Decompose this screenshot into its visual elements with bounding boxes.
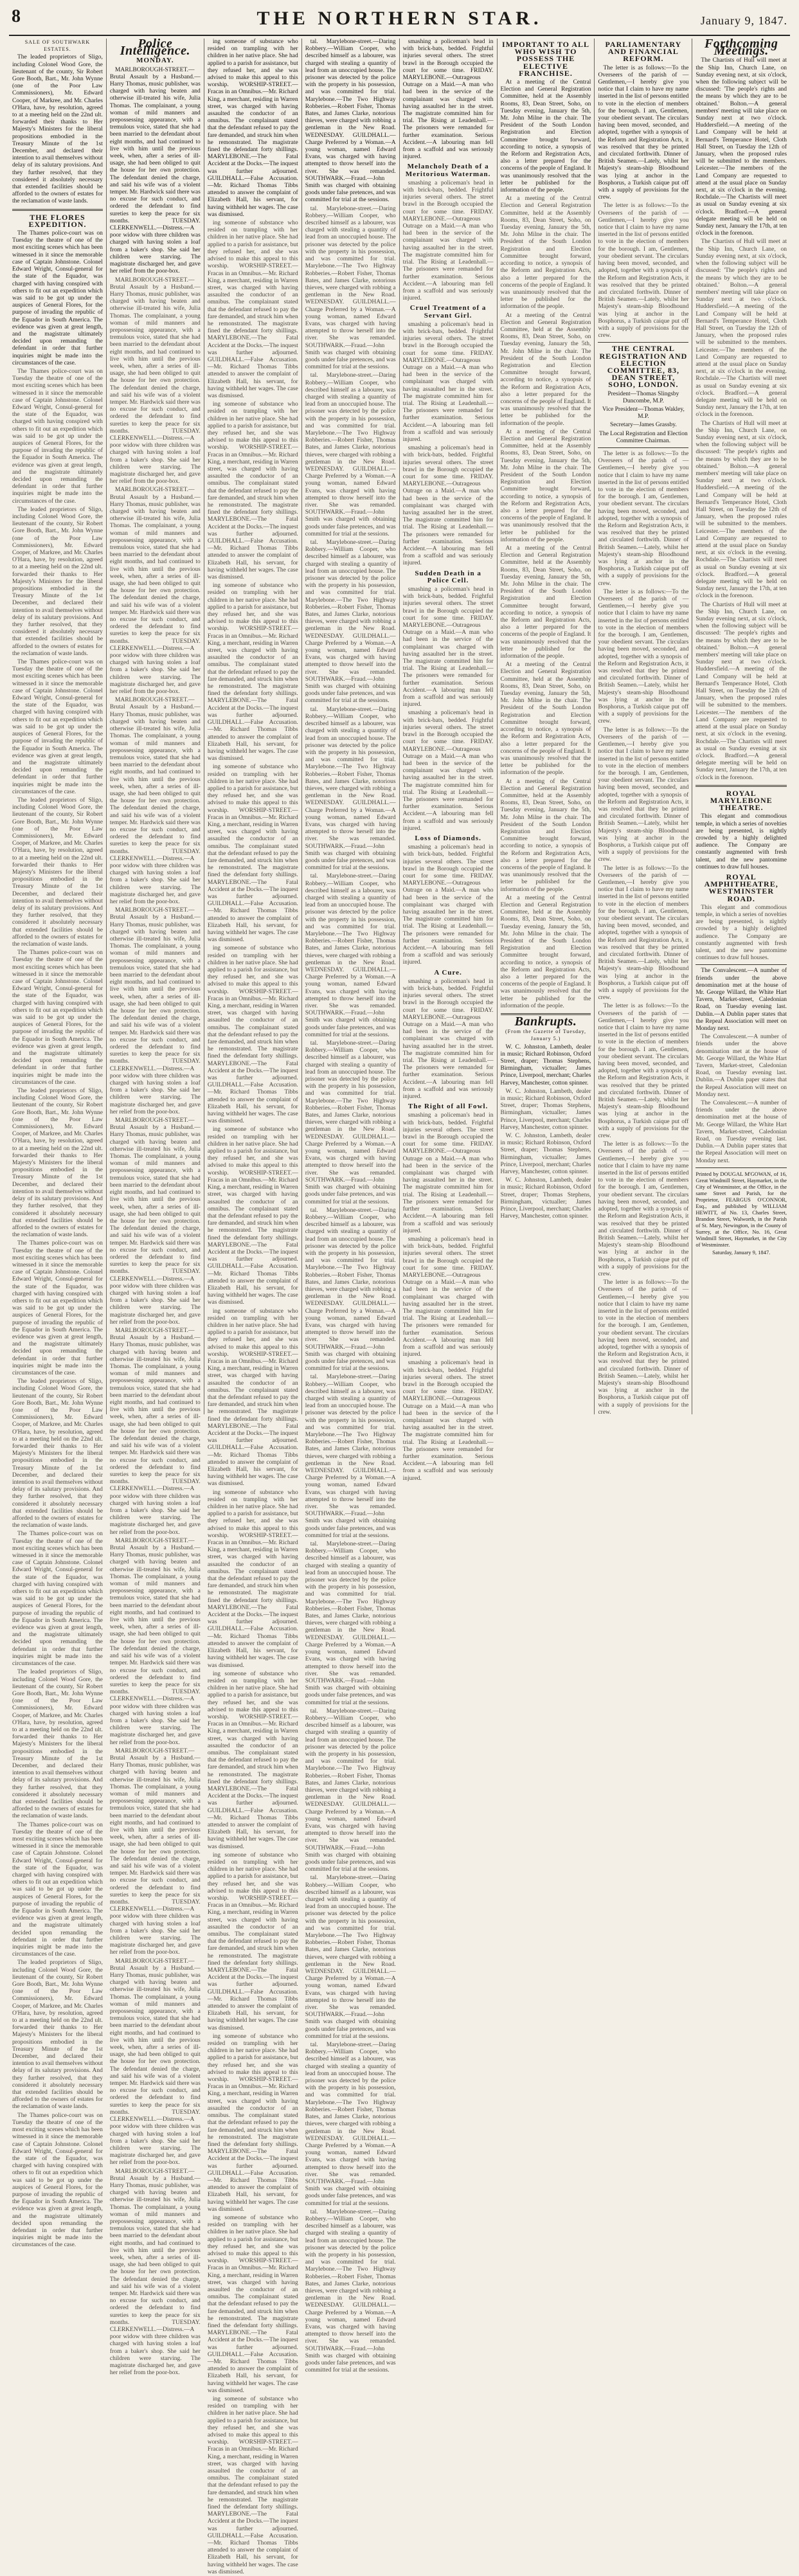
- monday-heading: MONDAY.: [136, 57, 174, 65]
- column-4-text-cont-9: tal. Marylebone-street.—Daring Robbery.—William Cooper, who described himself as a labourer, was charged with stealing a quantity of lead from an unoccupied house. The prisoner was detected by the police with the property in his possession, and was committed for trial. Marylebone.—The Two Highway Robberies.—Robert Fisher, Thomas Bates, and James Clarke, notorious thieves, were charged with robbing a gentleman in the New Road. WEDNESDAY. GUILDHALL.—Charge Preferred by a Woman.—A young woman, named Edward Evans, was charged with having attempted to throw herself into the river. She was remanded. SOUTHWARK.—Fraud.—John Smith was charged with obtaining goods under false pretences, and was committed for trial at the sessions.: [305, 1541, 396, 1706]
- flores-text-cont-9: The Thames police-court was on Tuesday the theatre of one of the most exciting scenes which has been witnessed in it since the memorable case of Captain Johnstone. Colonel Edward Wright, Consul-general for the state of the Equador, was charged with having conspired with others to fit out an expedition which was said to be got up under the auspices of General Flores, for the purpose of invading the republic of the Equador in South America. The evidence was given at great length, and the magistrate ultimately decided upon remanding the defendant in order that further inquiries might be made into the circumstances of the case.: [12, 1531, 103, 1668]
- bankrupts-text-cont: W. C. Johnston, Lambeth, dealer in music; Richard Robinson, Oxford Street, draper; Thomas Stephens, Birmingham, victualler; James Prince, Liverpool, merchant; Charles Harvey, Manchester, cotton spinner.: [500, 1088, 591, 1131]
- column-8: [692, 39, 790, 1414]
- column-3-text: ing someone of substance who resided on trampling with her children in her native place. She had applied to a parish for assistance, but they refused her, and she was advised to make this appeal to this worship. WORSHIP-STREET.—Fracas in an Omnibus.—Mr. Richard King, a merchant, residing in Warren street, was charged with having assaulted the conductor of an omnibus. The complainant stated that the defendant refused to pay the fare demanded, and struck him when he remonstrated. The magistrate fined the defendant forty shillings. MARYLEBONE.—The Fatal Accident at the Docks.—The inquest was further adjourned. GUILDHALL.—False Accusation.—Mr. Richard Thomas Tibbs attended to answer the complaint of Elizabeth Hall, his servant, for having withheld her wages. The case was dismissed.: [207, 39, 298, 218]
- column-3-text-cont-13: ing someone of substance who resided on trampling with her children in her native place. She had applied to a parish for assistance, but they refused her, and she was advised to make this appeal to this worship. WORSHIP-STREET.—Fracas in an Omnibus.—Mr. Richard King, a merchant, residing in Warren street, was charged with having assaulted the conductor of an omnibus. The complainant stated that the defendant refused to pay the fare demanded, and struck him when he remonstrated. The magistrate fined the defendant forty shillings. MARYLEBONE.—The Fatal Accident at the Docks.—The inquest was further adjourned. GUILDHALL.—False Accusation.—Mr. Richard Thomas Tibbs attended to answer the complaint of Elizabeth Hall, his servant, for having withheld her wages. The case was dismissed.: [207, 2396, 298, 2575]
- police-text-cont-9: MARLBOROUGH-STREET.—Brutal Assault by a Husband.—Harry Thomas, music publisher, was charged with having beaten and otherwise ill-treated his wife, Julia Thomas. The complainant, a young woman of mild manners and prepossessing appearance, with a tremulous voice, stated that she had been married to the defendant about eight months, and had continued to live with him until the previous week, when, after a series of ill-usage, she had been obliged to quit the house for her own protection. The defendant denied the charge, and said his wife was of a violent temper. Mr. Hardwick said there was no excuse for such conduct, and ordered the defendant to find sureties to keep the peace for six months. TUESDAY. CLERKENWELL.—Distress.—A poor widow with three children was charged with having stolen a loaf from a baker's shop. She said her children were starving. The magistrate discharged her, and gave her relief from the poor-box.: [109, 1958, 201, 2166]
- divider: [696, 964, 787, 965]
- column-4-text-cont-10: tal. Marylebone-street.—Daring Robbery.—William Cooper, who described himself as a labourer, was charged with stealing a quantity of lead from an unoccupied house. The prisoner was detected by the police with the property in his possession, and was committed for trial. Marylebone.—The Two Highway Robberies.—Robert Fisher, Thomas Bates, and James Clarke, notorious thieves, were charged with robbing a gentleman in the New Road. WEDNESDAY. GUILDHALL.—Charge Preferred by a Woman.—A young woman, named Edward Evans, was charged with having attempted to throw herself into the river. She was remanded. SOUTHWARK.—Fraud.—John Smith was charged with obtaining goods under false pretences, and was committed for trial at the sessions.: [305, 1707, 396, 1873]
- column-4: [302, 39, 400, 2374]
- column-4-text-cont-5: tal. Marylebone-street.—Daring Robbery.—William Cooper, who described himself as a labourer, was charged with stealing a quantity of lead from an unoccupied house. The prisoner was detected by the police with the property in his possession, and was committed for trial. Marylebone.—The Two Highway Robberies.—Robert Fisher, Thomas Bates, and James Clarke, notorious thieves, were charged with robbing a gentleman in the New Road. WEDNESDAY. GUILDHALL.—Charge Preferred by a Woman.—A young woman, named Edward Evans, was charged with having attempted to throw herself into the river. She was remanded. SOUTHWARK.—Fraud.—John Smith was charged with obtaining goods under false pretences, and was committed for trial at the sessions.: [305, 873, 396, 1038]
- column-7: [595, 39, 692, 1414]
- flores-text-cont-5: The Thames police-court was on Tuesday the theatre of one of the most exciting scenes which has been witnessed in it since the memorable case of Captain Johnstone. Colonel Edward Wright, Consul-general for the state of the Equador, was charged with having conspired with others to fit out an expedition which was said to be got up under the auspices of General Flores, for the purpose of invading the republic of the Equador in South America. The evidence was given at great length, and the magistrate ultimately decided upon remanding the defendant in order that further inquiries might be made into the circumstances of the case.: [12, 950, 103, 1086]
- misc-text-cont: The Convalescent.—A number of friends under the above denomination met at the house of Mr. George Willard, the White Hart Tavern, Market-street, Caledonian Road, on Tuesday evening last. Dublin.—A Dublin paper states that the Repeal Association will meet on Monday next.: [696, 1034, 787, 1098]
- reform-text-cont-3: The letter is as follows:—To the Overseers of the parish of — Gentlemen,—I hereby give you notice that I claim to have my name inserted in the list of persons entitled to vote in the election of members for the borough. I am, Gentlemen, your obedient servant. The circulars having been moved, seconded, and adopted, together with a synopsis of the Reform and Registration Acts, it was resolved that they be printed and circulated forthwith. Dinner of British Seamen.—Lately, whilst her Majesty's steam-ship Bloodhound was lying at anchor in the Bosphorus, a Turkish caique put off with a supply of provisions for the crew.: [598, 588, 689, 725]
- column-6: [498, 39, 595, 1414]
- subhead-1: Melancholy Death of a Meritorious Waterman.: [405, 163, 491, 178]
- franchise-text-cont-4: At a meeting of the Central Election and General Registration Committee, held at the Assembly Rooms, 83, Dean Street, Soho, on Tuesday evening, January the 5th, Mr. John Milne in the chair. The President of the South London Registration and Election Committee brought forward, according to notice, a synopsis of the Reform and Registration Acts, also a letter prepared for the concerns of the people of England. It was unanimously resolved that the letter be published for the information of the people.: [500, 545, 591, 660]
- committee-vice-president: Vice President—Thomas Wakley, M.P.: [602, 406, 685, 420]
- column-4-text-cont-4: tal. Marylebone-street.—Daring Robbery.—William Cooper, who described himself as a labourer, was charged with stealing a quantity of lead from an unoccupied house. The prisoner was detected by the police with the property in his possession, and was committed for trial. Marylebone.—The Two Highway Robberies.—Robert Fisher, Thomas Bates, and James Clarke, notorious thieves, were charged with robbing a gentleman in the New Road. WEDNESDAY. GUILDHALL.—Charge Preferred by a Woman.—A young woman, named Edward Evans, was charged with having attempted to throw herself into the river. She was remanded. SOUTHWARK.—Fraud.—John Smith was charged with obtaining goods under false pretences, and was committed for trial at the sessions.: [305, 706, 396, 872]
- forthcoming-meetings-heading: Forthcoming Meetings.: [704, 37, 778, 59]
- column-3-text-cont-4: ing someone of substance who resided on trampling with her children in her native place. She had applied to a parish for assistance, but they refused her, and she was advised to make this appeal to this worship. WORSHIP-STREET.—Fracas in an Omnibus.—Mr. Richard King, a merchant, residing in Warren street, was charged with having assaulted the conductor of an omnibus. The complainant stated that the defendant refused to pay the fare demanded, and struck him when he remonstrated. The magistrate fined the defendant forty shillings. MARYLEBONE.—The Fatal Accident at the Docks.—The inquest was further adjourned. GUILDHALL.—False Accusation.—Mr. Richard Thomas Tibbs attended to answer the complaint of Elizabeth Hall, his servant, for having withheld her wages. The case was dismissed.: [207, 764, 298, 944]
- column-4-text-cont-12: tal. Marylebone-street.—Daring Robbery.—William Cooper, who described himself as a labourer, was charged with stealing a quantity of lead from an unoccupied house. The prisoner was detected by the police with the property in his possession, and was committed for trial. Marylebone.—The Two Highway Robberies.—Robert Fisher, Thomas Bates, and James Clarke, notorious thieves, were charged with robbing a gentleman in the New Road. WEDNESDAY. GUILDHALL.—Charge Preferred by a Woman.—A young woman, named Edward Evans, was charged with having attempted to throw herself into the river. She was remanded. SOUTHWARK.—Fraud.—John Smith was charged with obtaining goods under false pretences, and was committed for trial at the sessions.: [305, 2042, 396, 2207]
- bankrupts-subheading: (From the Gazette of Tuesday, January 5.): [505, 1029, 586, 1042]
- column-4-text-cont-6: tal. Marylebone-street.—Daring Robbery.—William Cooper, who described himself as a labourer, was charged with stealing a quantity of lead from an unoccupied house. The prisoner was detected by the police with the property in his possession, and was committed for trial. Marylebone.—The Two Highway Robberies.—Robert Fisher, Thomas Bates, and James Clarke, notorious thieves, were charged with robbing a gentleman in the New Road. WEDNESDAY. GUILDHALL.—Charge Preferred by a Woman.—A young woman, named Edward Evans, was charged with having attempted to throw herself into the river. She was remanded. SOUTHWARK.—Fraud.—John Smith was charged with obtaining goods under false pretences, and was committed for trial at the sessions.: [305, 1040, 396, 1205]
- column-1: [9, 39, 107, 2249]
- column-5-text-cont: smashing a policeman's head in with brick-bats, bedded. Frightful injuries several others. The street brawl in the Borough occupied the court for some time. FRIDAY. MARYLEBONE.—Outrageous Outrage on a Maid.—A man who had been in the service of the complainant was charged with having assaulted her in the street. The magistrate committed him for trial. The Rising at Leadenhall.—The prisoners were remanded for further examination. Serious Accident.—A labouring man fell from a scaffold and was seriously injured.: [402, 179, 494, 302]
- committee-secretary: Secretary—James Grassby.: [609, 422, 677, 429]
- column-5-text-cont-9: smashing a policeman's head in with brick-bats, bedded. Frightful injuries several others. The street brawl in the Borough occupied the court for some time. FRIDAY. MARYLEBONE.—Outrageous Outrage on a Maid.—A man who had been in the service of the complainant was charged with having assaulted her in the street. The magistrate committed him for trial. The Rising at Leadenhall.—The prisoners were remanded for further examination. Serious Accident.—A labouring man fell from a scaffold and was seriously injured.: [402, 1236, 494, 1358]
- columns: [9, 37, 790, 2575]
- franchise-text-cont-5: At a meeting of the Central Election and General Registration Committee, held at the Assembly Rooms, 83, Dean Street, Soho, on Tuesday evening, January the 5th, Mr. John Milne in the chair. The President of the South London Registration and Election Committee brought forward, according to notice, a synopsis of the Reform and Registration Acts, also a letter prepared for the concerns of the people of England. It was unanimously resolved that the letter be published for the information of the people.: [500, 662, 591, 777]
- police-text: MARLBOROUGH-STREET.—Brutal Assault by a Husband.—Harry Thomas, music publisher, was charged with having beaten and otherwise ill-treated his wife, Julia Thomas. The complainant, a young woman of mild manners and prepossessing appearance, with a tremulous voice, stated that she had been married to the defendant about eight months, and had continued to live with him until the previous week, when, after a series of ill-usage, she had been obliged to quit the house for her own protection. The defendant denied the charge, and said his wife was of a violent temper. Mr. Hardwick said there was no excuse for such conduct, and ordered the defendant to find sureties to keep the peace for six months. TUESDAY. CLERKENWELL.—Distress.—A poor widow with three children was charged with having stolen a loaf from a baker's shop. She said her children were starving. The magistrate discharged her, and gave her relief from the poor-box.: [109, 66, 201, 275]
- reform-text: The letter is as follows:—To the Overseers of the parish of — Gentlemen,—I hereby give you notice that I claim to have my name inserted in the list of persons entitled to vote in the election of members for the borough. I am, Gentlemen, your obedient servant. The circulars having been moved, seconded, and adopted, together with a synopsis of the Reform and Registration Acts, it was resolved that they be printed and circulated forthwith. Dinner of British Seamen.—Lately, whilst her Majesty's steam-ship Bloodhound was lying at anchor in the Bosphorus, a Turkish caique put off with a supply of provisions for the crew.: [598, 64, 689, 201]
- column-4-text-cont-13: tal. Marylebone-street.—Daring Robbery.—William Cooper, who described himself as a labourer, was charged with stealing a quantity of lead from an unoccupied house. The prisoner was detected by the police with the property in his possession, and was committed for trial. Marylebone.—The Two Highway Robberies.—Robert Fisher, Thomas Bates, and James Clarke, notorious thieves, were charged with robbing a gentleman in the New Road. WEDNESDAY. GUILDHALL.—Charge Preferred by a Woman.—A young woman, named Edward Evans, was charged with having attempted to throw herself into the river. She was remanded. SOUTHWARK.—Fraud.—John Smith was charged with obtaining goods under false pretences, and was committed for trial at the sessions.: [305, 2208, 396, 2374]
- franchise-text-cont-6: At a meeting of the Central Election and General Registration Committee, held at the Assembly Rooms, 83, Dean Street, Soho, on Tuesday evening, January the 5th, Mr. John Milne in the chair. The President of the South London Registration and Election Committee brought forward, according to notice, a synopsis of the Reform and Registration Acts, also a letter prepared for the concerns of the people of England. It was unanimously resolved that the letter be published for the information of the people.: [500, 778, 591, 893]
- amphitheatre-heading: ROYAL AMPHITHEATRE, WESTMINSTER ROAD.: [704, 872, 778, 903]
- misc-text: The Convalescent.—A number of friends under the above denomination met at the house of Mr. George Willard, the White Hart Tavern, Market-street, Caledonian Road, on Tuesday evening last. Dublin.—A Dublin paper states that the Repeal Association will meet on Monday next.: [696, 968, 787, 1032]
- column-3-text-cont-5: ing someone of substance who resided on trampling with her children in her native place. She had applied to a parish for assistance, but they refused her, and she was advised to make this appeal to this worship. WORSHIP-STREET.—Fracas in an Omnibus.—Mr. Richard King, a merchant, residing in Warren street, was charged with having assaulted the conductor of an omnibus. The complainant stated that the defendant refused to pay the fare demanded, and struck him when he remonstrated. The magistrate fined the defendant forty shillings. MARYLEBONE.—The Fatal Accident at the Docks.—The inquest was further adjourned. GUILDHALL.—False Accusation.—Mr. Richard Thomas Tibbs attended to answer the complaint of Elizabeth Hall, his servant, for having withheld her wages. The case was dismissed.: [207, 945, 298, 1125]
- police-text-cont-8: MARLBOROUGH-STREET.—Brutal Assault by a Husband.—Harry Thomas, music publisher, was charged with having beaten and otherwise ill-treated his wife, Julia Thomas. The complainant, a young woman of mild manners and prepossessing appearance, with a tremulous voice, stated that she had been married to the defendant about eight months, and had continued to live with him until the previous week, when, after a series of ill-usage, she had been obliged to quit the house for her own protection. The defendant denied the charge, and said his wife was of a violent temper. Mr. Hardwick said there was no excuse for such conduct, and ordered the defendant to find sureties to keep the peace for six months. TUESDAY. CLERKENWELL.—Distress.—A poor widow with three children was charged with having stolen a loaf from a baker's shop. She said her children were starving. The magistrate discharged her, and gave her relief from the poor-box.: [109, 1747, 201, 1956]
- column-4-text-cont-11: tal. Marylebone-street.—Daring Robbery.—William Cooper, who described himself as a labourer, was charged with stealing a quantity of lead from an unoccupied house. The prisoner was detected by the police with the property in his possession, and was committed for trial. Marylebone.—The Two Highway Robberies.—Robert Fisher, Thomas Bates, and James Clarke, notorious thieves, were charged with robbing a gentleman in the New Road. WEDNESDAY. GUILDHALL.—Charge Preferred by a Woman.—A young woman, named Edward Evans, was charged with having attempted to throw herself into the river. She was remanded. SOUTHWARK.—Fraud.—John Smith was charged with obtaining goods under false pretences, and was committed for trial at the sessions.: [305, 1875, 396, 2040]
- printer-imprint: Printed by DOUGAL M'GOWAN, of 16, Great Windmill Street, Haymarket, in the City of Westminster, at the Office, in the same Street and Parish, for the Proprietor, FEARGUS O'CONNOR, Esq., and published by WILLIAM HEWITT, of No. 13, Charles Street, Brandon Street, Walworth, in the Parish of St. Mary, Newington, in the County of Surrey, at the Office, No. 16, Great Windmill Street, Haymarket, in the City of Westminster.: [696, 1170, 787, 1248]
- flores-text-cont-8: The leaded proprietors of Sligo, including Colonel Wood Gore, the lieutenant of the county, Sir Robert Gore Booth, Bart., Mr. John Wynne (one of the Poor Law Commissioners), Mr. Edward Cooper, of Markree, and Mr. Charles O'Hara, have, by resolution, agreed to at a meeting held on the 22nd ult. forwarded their thanks to Her Majesty's Ministers for the liberal propositions embodied in the Treasury Minute of the 1st December, and declared their intention to avail themselves without delay of its salutary provisions. And they further resolved, that they considered it absolutely necessary that extended facilities should be afforded to the owners of estates for the reclamation of waste lands.: [12, 1378, 103, 1529]
- page-number: 8: [12, 6, 21, 26]
- flores-text-cont-4: The leaded proprietors of Sligo, including Colonel Wood Gore, the lieutenant of the county, Sir Robert Gore Booth, Bart., Mr. John Wynne (one of the Poor Law Commissioners), Mr. Edward Cooper, of Markree, and Mr. Charles O'Hara, have, by resolution, agreed to at a meeting held on the 22nd ult. forwarded their thanks to Her Majesty's Ministers for the liberal propositions embodied in the Treasury Minute of the 1st December, and declared their intention to avail themselves without delay of its salutary provisions. And they further resolved, that they considered it absolutely necessary that extended facilities should be afforded to the owners of estates for the reclamation of waste lands.: [12, 797, 103, 948]
- column-2: [107, 37, 204, 2377]
- imprint-date: Saturday, January 9, 1847.: [712, 1248, 771, 1256]
- police-text-cont-5: MARLBOROUGH-STREET.—Brutal Assault by a Husband.—Harry Thomas, music publisher, was charged with having beaten and otherwise ill-treated his wife, Julia Thomas. The complainant, a young woman of mild manners and prepossessing appearance, with a tremulous voice, stated that she had been married to the defendant about eight months, and had continued to live with him until the previous week, when, after a series of ill-usage, she had been obliged to quit the house for her own protection. The defendant denied the charge, and said his wife was of a violent temper. Mr. Hardwick said there was no excuse for such conduct, and ordered the defendant to find sureties to keep the peace for six months. TUESDAY. CLERKENWELL.—Distress.—A poor widow with three children was charged with having stolen a loaf from a baker's shop. She said her children were starving. The magistrate discharged her, and gave her relief from the poor-box.: [109, 1117, 201, 1326]
- meetings-text-cont-3: The Chartists of Hull will meet at the Ship Inn, Church Lane, on Sunday evening next, at six o'clock, when the following subject will be discussed: 'The people's rights and the means by which they are to be obtained.' Bolton.—A general members' meeting will take place on Sunday next at two o'clock. Huddersfield.—A meeting of the Land Company will be held at Bernard's Temperance Hotel, Cloth Hall Street, on Tuesday the 12th of January, when the proposed rules will be submitted to the members. Leicester.—The members of the Land Company are requested to attend at the usual place on Sunday next, at six o'clock in the evening. Rochdale.—The Chartists will meet as usual on Sunday evening at six o'clock. Bradford.—A general delegate meeting will be held on Sunday next, January the 17th, at ten o'clock in the forenoon.: [696, 601, 787, 781]
- column-5-text: smashing a policeman's head in with brick-bats, bedded. Frightful injuries several others. The street brawl in the Borough occupied the court for some time. FRIDAY. MARYLEBONE.—Outrageous Outrage on a Maid.—A man who had been in the service of the complainant was charged with having assaulted her in the street. The magistrate committed him for trial. The Rising at Leadenhall.—The prisoners were remanded for further examination. Serious Accident.—A labouring man fell from a scaffold and was seriously injured.: [402, 39, 494, 161]
- theatre-heading: ROYAL MARYLEBONE THEATRE.: [710, 788, 773, 813]
- theatre-text: This elegant and commodious temple, in which a series of novelties are being presented, is nightly crowded by a highly delighted audience. The Company are constantly augmented with fresh talent, and the new pantomime continues to draw full houses.: [696, 813, 787, 870]
- police-text-cont-10: MARLBOROUGH-STREET.—Brutal Assault by a Husband.—Harry Thomas, music publisher, was charged with having beaten and otherwise ill-treated his wife, Julia Thomas. The complainant, a young woman of mild manners and prepossessing appearance, with a tremulous voice, stated that she had been married to the defendant about eight months, and had continued to live with him until the previous week, when, after a series of ill-usage, she had been obliged to quit the house for her own protection. The defendant denied the charge, and said his wife was of a violent temper. Mr. Hardwick said there was no excuse for such conduct, and ordered the defendant to find sureties to keep the peace for six months. TUESDAY. CLERKENWELL.—Distress.—A poor widow with three children was charged with having stolen a loaf from a baker's shop. She said her children were starving. The magistrate discharged her, and gave her relief from the poor-box.: [109, 2168, 201, 2377]
- column-5-text-cont-8: smashing a policeman's head in with brick-bats, bedded. Frightful injuries several others. The street brawl in the Borough occupied the court for some time. FRIDAY. MARYLEBONE.—Outrageous Outrage on a Maid.—A man who had been in the service of the complainant was charged with having assaulted her in the street. The magistrate committed him for trial. The Rising at Leadenhall.—The prisoners were remanded for further examination. Serious Accident.—A labouring man fell from a scaffold and was seriously injured.: [402, 1112, 494, 1234]
- theatre-text-cont: This elegant and commodious temple, in which a series of novelties are being presented, is nightly crowded by a highly delighted audience. The Company are constantly augmented with fresh talent, and the new pantomime continues to draw full houses.: [696, 904, 787, 962]
- column-3-text-cont-9: ing someone of substance who resided on trampling with her children in her native place. She had applied to a parish for assistance, but they refused her, and she was advised to make this appeal to this worship. WORSHIP-STREET.—Fracas in an Omnibus.—Mr. Richard King, a merchant, residing in Warren street, was charged with having assaulted the conductor of an omnibus. The complainant stated that the defendant refused to pay the fare demanded, and struck him when he remonstrated. The magistrate fined the defendant forty shillings. MARYLEBONE.—The Fatal Accident at the Docks.—The inquest was further adjourned. GUILDHALL.—False Accusation.—Mr. Richard Thomas Tibbs attended to answer the complaint of Elizabeth Hall, his servant, for having withheld her wages. The case was dismissed.: [207, 1670, 298, 1850]
- column-4-text-cont-8: tal. Marylebone-street.—Daring Robbery.—William Cooper, who described himself as a labourer, was charged with stealing a quantity of lead from an unoccupied house. The prisoner was detected by the police with the property in his possession, and was committed for trial. Marylebone.—The Two Highway Robberies.—Robert Fisher, Thomas Bates, and James Clarke, notorious thieves, were charged with robbing a gentleman in the New Road. WEDNESDAY. GUILDHALL.—Charge Preferred by a Woman.—A young woman, named Edward Evans, was charged with having attempted to throw herself into the river. She was remanded. SOUTHWARK.—Fraud.—John Smith was charged with obtaining goods under false pretences, and was committed for trial at the sessions.: [305, 1374, 396, 1539]
- column-3-text-cont-6: ing someone of substance who resided on trampling with her children in her native place. She had applied to a parish for assistance, but they refused her, and she was advised to make this appeal to this worship. WORSHIP-STREET.—Fracas in an Omnibus.—Mr. Richard King, a merchant, residing in Warren street, was charged with having assaulted the conductor of an omnibus. The complainant stated that the defendant refused to pay the fare demanded, and struck him when he remonstrated. The magistrate fined the defendant forty shillings. MARYLEBONE.—The Fatal Accident at the Docks.—The inquest was further adjourned. GUILDHALL.—False Accusation.—Mr. Richard Thomas Tibbs attended to answer the complaint of Elizabeth Hall, his servant, for having withheld her wages. The case was dismissed.: [207, 1126, 298, 1306]
- column-3-text-cont-3: ing someone of substance who resided on trampling with her children in her native place. She had applied to a parish for assistance, but they refused her, and she was advised to make this appeal to this worship. WORSHIP-STREET.—Fracas in an Omnibus.—Mr. Richard King, a merchant, residing in Warren street, was charged with having assaulted the conductor of an omnibus. The complainant stated that the defendant refused to pay the fare demanded, and struck him when he remonstrated. The magistrate fined the defendant forty shillings. MARYLEBONE.—The Fatal Accident at the Docks.—The inquest was further adjourned. GUILDHALL.—False Accusation.—Mr. Richard Thomas Tibbs attended to answer the complaint of Elizabeth Hall, his servant, for having withheld her wages. The case was dismissed.: [207, 582, 298, 762]
- franchise-text-cont-7: At a meeting of the Central Election and General Registration Committee, held at the Assembly Rooms, 83, Dean Street, Soho, on Tuesday evening, January the 5th, Mr. John Milne in the chair. The President of the South London Registration and Election Committee brought forward, according to notice, a synopsis of the Reform and Registration Acts, also a letter prepared for the concerns of the people of England. It was unanimously resolved that the letter be published for the information of the people.: [500, 894, 591, 1009]
- reform-heading: PARLIAMENTARY AND FINANCIAL REFORM.: [605, 40, 682, 64]
- flores-text-cont-6: The leaded proprietors of Sligo, including Colonel Wood Gore, the lieutenant of the county, Sir Robert Gore Booth, Bart., Mr. John Wynne (one of the Poor Law Commissioners), Mr. Edward Cooper, of Markree, and Mr. Charles O'Hara, have, by resolution, agreed to at a meeting held on the 22nd ult. forwarded their thanks to Her Majesty's Ministers for the liberal propositions embodied in the Treasury Minute of the 1st December, and declared their intention to avail themselves without delay of its salutary provisions. And they further resolved, that they considered it absolutely necessary that extended facilities should be afforded to the owners of estates for the reclamation of waste lands.: [12, 1088, 103, 1239]
- column-4-text-cont-7: tal. Marylebone-street.—Daring Robbery.—William Cooper, who described himself as a labourer, was charged with stealing a quantity of lead from an unoccupied house. The prisoner was detected by the police with the property in his possession, and was committed for trial. Marylebone.—The Two Highway Robberies.—Robert Fisher, Thomas Bates, and James Clarke, notorious thieves, were charged with robbing a gentleman in the New Road. WEDNESDAY. GUILDHALL.—Charge Preferred by a Woman.—A young woman, named Edward Evans, was charged with having attempted to throw herself into the river. She was remanded. SOUTHWARK.—Fraud.—John Smith was charged with obtaining goods under false pretences, and was committed for trial at the sessions.: [305, 1207, 396, 1373]
- column-3-text-cont-7: ing someone of substance who resided on trampling with her children in her native place. She had applied to a parish for assistance, but they refused her, and she was advised to make this appeal to this worship. WORSHIP-STREET.—Fracas in an Omnibus.—Mr. Richard King, a merchant, residing in Warren street, was charged with having assaulted the conductor of an omnibus. The complainant stated that the defendant refused to pay the fare demanded, and struck him when he remonstrated. The magistrate fined the defendant forty shillings. MARYLEBONE.—The Fatal Accident at the Docks.—The inquest was further adjourned. GUILDHALL.—False Accusation.—Mr. Richard Thomas Tibbs attended to answer the complaint of Elizabeth Hall, his servant, for having withheld her wages. The case was dismissed.: [207, 1308, 298, 1488]
- column-5-text-cont-3: smashing a policeman's head in with brick-bats, bedded. Frightful injuries several others. The street brawl in the Borough occupied the court for some time. FRIDAY. MARYLEBONE.—Outrageous Outrage on a Maid.—A man who had been in the service of the complainant was charged with having assaulted her in the street. The magistrate committed him for trial. The Rising at Leadenhall.—The prisoners were remanded for further examination. Serious Accident.—A labouring man fell from a scaffold and was seriously injured.: [402, 445, 494, 567]
- bankrupts-text: W. C. Johnston, Lambeth, dealer in music; Richard Robinson, Oxford Street, draper; Thomas Stephens, Birmingham, victualler; James Prince, Liverpool, merchant; Charles Harvey, Manchester, cotton spinner.: [500, 1043, 591, 1086]
- subhead-5: A Cure.: [434, 968, 462, 977]
- franchise-text-cont-3: At a meeting of the Central Election and General Registration Committee, held at the Assembly Rooms, 83, Dean Street, Soho, on Tuesday evening, January the 5th, Mr. John Milne in the chair. The President of the South London Registration and Election Committee brought forward, according to notice, a synopsis of the Reform and Registration Acts, also a letter prepared for the concerns of the people of England. It was unanimously resolved that the letter be published for the information of the people.: [500, 428, 591, 543]
- police-text-cont-3: MARLBOROUGH-STREET.—Brutal Assault by a Husband.—Harry Thomas, music publisher, was charged with having beaten and otherwise ill-treated his wife, Julia Thomas. The complainant, a young woman of mild manners and prepossessing appearance, with a tremulous voice, stated that she had been married to the defendant about eight months, and had continued to live with him until the previous week, when, after a series of ill-usage, she had been obliged to quit the house for her own protection. The defendant denied the charge, and said his wife was of a violent temper. Mr. Hardwick said there was no excuse for such conduct, and ordered the defendant to find sureties to keep the peace for six months. TUESDAY. CLERKENWELL.—Distress.—A poor widow with three children was charged with having stolen a loaf from a baker's shop. She said her children were starving. The magistrate discharged her, and gave her relief from the poor-box.: [109, 697, 201, 905]
- flores-text-cont-12: The leaded proprietors of Sligo, including Colonel Wood Gore, the lieutenant of the county, Sir Robert Gore Booth, Bart., Mr. John Wynne (one of the Poor Law Commissioners), Mr. Edward Cooper, of Markree, and Mr. Charles O'Hara, have, by resolution, agreed to at a meeting held on the 22nd ult. forwarded their thanks to Her Majesty's Ministers for the liberal propositions embodied in the Treasury Minute of the 1st December, and declared their intention to avail themselves without delay of its salutary provisions. And they further resolved, that they considered it absolutely necessary that extended facilities should be afforded to the owners of estates for the reclamation of waste lands.: [12, 1959, 103, 2111]
- divider: [598, 447, 688, 448]
- column-3-text-cont-8: ing someone of substance who resided on trampling with her children in her native place. She had applied to a parish for assistance, but they refused her, and she was advised to make this appeal to this worship. WORSHIP-STREET.—Fracas in an Omnibus.—Mr. Richard King, a merchant, residing in Warren street, was charged with having assaulted the conductor of an omnibus. The complainant stated that the defendant refused to pay the fare demanded, and struck him when he remonstrated. The magistrate fined the defendant forty shillings. MARYLEBONE.—The Fatal Accident at the Docks.—The inquest was further adjourned. GUILDHALL.—False Accusation.—Mr. Richard Thomas Tibbs attended to answer the complaint of Elizabeth Hall, his servant, for having withheld her wages. The case was dismissed.: [207, 1489, 298, 1669]
- committee-heading: THE CENTRAL REGISTRATION AND ELECTION COMMITTEE, 83, DEAN STREET, SOHO, LONDON.: [599, 344, 688, 390]
- committee-president: President—Thomas Slingsby Duncombe, M.P.: [607, 390, 679, 404]
- column-1-text: The leaded proprietors of Sligo, including Colonel Wood Gore, the lieutenant of the county, Sir Robert Gore Booth, Bart., Mr. John Wynne (one of the Poor Law Commissioners), Mr. Edward Cooper, of Markree, and Mr. Charles O'Hara, have, by resolution, agreed to at a meeting held on the 22nd ult. forwarded their thanks to Her Majesty's Ministers for the liberal propositions embodied in the Treasury Minute of the 1st December, and declared their intention to avail themselves without delay of its salutary provisions. And they further resolved, that they considered it absolutely necessary that extended facilities should be afforded to the owners of estates for the reclamation of waste lands.: [12, 54, 103, 205]
- police-text-cont-6: MARLBOROUGH-STREET.—Brutal Assault by a Husband.—Harry Thomas, music publisher, was charged with having beaten and otherwise ill-treated his wife, Julia Thomas. The complainant, a young woman of mild manners and prepossessing appearance, with a tremulous voice, stated that she had been married to the defendant about eight months, and had continued to live with him until the previous week, when, after a series of ill-usage, she had been obliged to quit the house for her own protection. The defendant denied the charge, and said his wife was of a violent temper. Mr. Hardwick said there was no excuse for such conduct, and ordered the defendant to find sureties to keep the peace for six months. TUESDAY. CLERKENWELL.—Distress.—A poor widow with three children was charged with having stolen a loaf from a baker's shop. She said her children were starving. The magistrate discharged her, and gave her relief from the poor-box.: [109, 1327, 201, 1536]
- column-3-text-cont-10: ing someone of substance who resided on trampling with her children in her native place. She had applied to a parish for assistance, but they refused her, and she was advised to make this appeal to this worship. WORSHIP-STREET.—Fracas in an Omnibus.—Mr. Richard King, a merchant, residing in Warren street, was charged with having assaulted the conductor of an omnibus. The complainant stated that the defendant refused to pay the fare demanded, and struck him when he remonstrated. The magistrate fined the defendant forty shillings. MARYLEBONE.—The Fatal Accident at the Docks.—The inquest was further adjourned. GUILDHALL.—False Accusation.—Mr. Richard Thomas Tibbs attended to answer the complaint of Elizabeth Hall, his servant, for having withheld her wages. The case was dismissed.: [207, 1851, 298, 2031]
- flores-text-cont-3: The Thames police-court was on Tuesday the theatre of one of the most exciting scenes which has been witnessed in it since the memorable case of Captain Johnstone. Colonel Edward Wright, Consul-general for the state of the Equador, was charged with having conspired with others to fit out an expedition which was said to be got up under the auspices of General Flores, for the purpose of invading the republic of the Equador in South America. The evidence was given at great length, and the magistrate ultimately decided upon remanding the defendant in order that further inquiries might be made into the circumstances of the case.: [12, 659, 103, 795]
- subhead-4: Loss of Diamonds.: [415, 834, 481, 842]
- bankrupts-text-cont-3: W. C. Johnston, Lambeth, dealer in music; Richard Robinson, Oxford Street, draper; Thomas Stephens, Birmingham, victualler; James Prince, Liverpool, merchant; Charles Harvey, Manchester, cotton spinner.: [500, 1177, 591, 1220]
- column-5-text-cont-6: smashing a policeman's head in with brick-bats, bedded. Frightful injuries several others. The street brawl in the Borough occupied the court for some time. FRIDAY. MARYLEBONE.—Outrageous Outrage on a Maid.—A man who had been in the service of the complainant was charged with having assaulted her in the street. The magistrate committed him for trial. The Rising at Leadenhall.—The prisoners were remanded for further examination. Serious Accident.—A labouring man fell from a scaffold and was seriously injured.: [402, 844, 494, 966]
- flores-text-cont-7: The Thames police-court was on Tuesday the theatre of one of the most exciting scenes which has been witnessed in it since the memorable case of Captain Johnstone. Colonel Edward Wright, Consul-general for the state of the Equador, was charged with having conspired with others to fit out an expedition which was said to be got up under the auspices of General Flores, for the purpose of invading the republic of the Equador in South America. The evidence was given at great length, and the magistrate ultimately decided upon remanding the defendant in order that further inquiries might be made into the circumstances of the case.: [12, 1240, 103, 1376]
- flores-text-cont: The Thames police-court was on Tuesday the theatre of one of the most exciting scenes which has been witnessed in it since the memorable case of Captain Johnstone. Colonel Edward Wright, Consul-general for the state of the Equador, was charged with having conspired with others to fit out an expedition which was said to be got up under the auspices of General Flores, for the purpose of invading the republic of the Equador in South America. The evidence was given at great length, and the magistrate ultimately decided upon remanding the defendant in order that further inquiries might be made into the circumstances of the case.: [12, 368, 103, 505]
- column-4-text-cont-3: tal. Marylebone-street.—Daring Robbery.—William Cooper, who described himself as a labourer, was charged with stealing a quantity of lead from an unoccupied house. The prisoner was detected by the police with the property in his possession, and was committed for trial. Marylebone.—The Two Highway Robberies.—Robert Fisher, Thomas Bates, and James Clarke, notorious thieves, were charged with robbing a gentleman in the New Road. WEDNESDAY. GUILDHALL.—Charge Preferred by a Woman.—A young woman, named Edward Evans, was charged with having attempted to throw herself into the river. She was remanded. SOUTHWARK.—Fraud.—John Smith was charged with obtaining goods under false pretences, and was committed for trial at the sessions.: [305, 539, 396, 705]
- divider: [696, 785, 787, 787]
- meetings-text-cont-2: The Chartists of Hull will meet at the Ship Inn, Church Lane, on Sunday evening next, at six o'clock, when the following subject will be discussed: 'The people's rights and the means by which they are to be obtained.' Bolton.—A general members' meeting will take place on Sunday next at two o'clock. Huddersfield.—A meeting of the Land Company will be held at Bernard's Temperance Hotel, Cloth Hall Street, on Tuesday the 12th of January, when the proposed rules will be submitted to the members. Leicester.—The members of the Land Company are requested to attend at the usual place on Sunday next, at six o'clock in the evening. Rochdale.—The Chartists will meet as usual on Sunday evening at six o'clock. Bradford.—A general delegate meeting will be held on Sunday next, January the 17th, at ten o'clock in the forenoon.: [696, 420, 787, 600]
- column-5: [400, 39, 498, 1482]
- column-5-text-cont-2: smashing a policeman's head in with brick-bats, bedded. Frightful injuries several others. The street brawl in the Borough occupied the court for some time. FRIDAY. MARYLEBONE.—Outrageous Outrage on a Maid.—A man who had been in the service of the complainant was charged with having assaulted her in the street. The magistrate committed him for trial. The Rising at Leadenhall.—The prisoners were remanded for further examination. Serious Accident.—A labouring man fell from a scaffold and was seriously injured.: [402, 321, 494, 443]
- divider: [12, 209, 103, 211]
- reform-text-cont-5: The letter is as follows:—To the Overseers of the parish of — Gentlemen,—I hereby give you notice that I claim to have my name inserted in the list of persons entitled to vote in the election of members for the borough. I am, Gentlemen, your obedient servant. The circulars having been moved, seconded, and adopted, together with a synopsis of the Reform and Registration Acts, it was resolved that they be printed and circulated forthwith. Dinner of British Seamen.—Lately, whilst her Majesty's steam-ship Bloodhound was lying at anchor in the Bosphorus, a Turkish caique put off with a supply of provisions for the crew.: [598, 865, 689, 1002]
- meetings-text-cont: The Chartists of Hull will meet at the Ship Inn, Church Lane, on Sunday evening next, at six o'clock, when the following subject will be discussed: 'The people's rights and the means by which they are to be obtained.' Bolton.—A general members' meeting will take place on Sunday next at two o'clock. Huddersfield.—A meeting of the Land Company will be held at Bernard's Temperance Hotel, Cloth Hall Street, on Tuesday the 12th of January, when the proposed rules will be submitted to the members. Leicester.—The members of the Land Company are requested to attend at the usual place on Sunday next, at six o'clock in the evening. Rochdale.—The Chartists will meet as usual on Sunday evening at six o'clock. Bradford.—A general delegate meeting will be held on Sunday next, January the 17th, at ten o'clock in the forenoon.: [696, 239, 787, 419]
- reform-text-cont-7: The letter is as follows:—To the Overseers of the parish of — Gentlemen,—I hereby give you notice that I claim to have my name inserted in the list of persons entitled to vote in the election of members for the borough. I am, Gentlemen, your obedient servant. The circulars having been moved, seconded, and adopted, together with a synopsis of the Reform and Registration Acts, it was resolved that they be printed and circulated forthwith. Dinner of British Seamen.—Lately, whilst her Majesty's steam-ship Bloodhound was lying at anchor in the Bosphorus, a Turkish caique put off with a supply of provisions for the crew.: [598, 1141, 689, 1277]
- flores-text: The Thames police-court was on Tuesday the theatre of one of the most exciting scenes which has been witnessed in it since the memorable case of Captain Johnstone. Colonel Edward Wright, Consul-general for the state of the Equador, was charged with having conspired with others to fit out an expedition which was said to be got up under the auspices of General Flores, for the purpose of invading the republic of the Equador in South America. The evidence was given at great length, and the magistrate ultimately decided upon remanding the defendant in order that further inquiries might be made into the circumstances of the case.: [12, 230, 103, 366]
- bankrupts-text-cont-2: W. C. Johnston, Lambeth, dealer in music; Richard Robinson, Oxford Street, draper; Thomas Stephens, Birmingham, victualler; James Prince, Liverpool, merchant; Charles Harvey, Manchester, cotton spinner.: [500, 1133, 591, 1176]
- subhead-6: The Right of all Fowl.: [408, 1103, 489, 1111]
- column-1-heading: SALE OF SOUTHWARK ESTATES.: [24, 39, 91, 53]
- divider: [598, 342, 688, 343]
- flores-text-cont-11: The Thames police-court was on Tuesday the theatre of one of the most exciting scenes which has been witnessed in it since the memorable case of Captain Johnstone. Colonel Edward Wright, Consul-general for the state of the Equador, was charged with having conspired with others to fit out an expedition which was said to be got up under the auspices of General Flores, for the purpose of invading the republic of the Equador in South America. The evidence was given at great length, and the magistrate ultimately decided upon remanding the defendant in order that further inquiries might be made into the circumstances of the case.: [12, 1821, 103, 1958]
- reform-text-cont-4: The letter is as follows:—To the Overseers of the parish of — Gentlemen,—I hereby give you notice that I claim to have my name inserted in the list of persons entitled to vote in the election of members for the borough. I am, Gentlemen, your obedient servant. The circulars having been moved, seconded, and adopted, together with a synopsis of the Reform and Registration Acts, it was resolved that they be printed and circulated forthwith. Dinner of British Seamen.—Lately, whilst her Majesty's steam-ship Bloodhound was lying at anchor in the Bosphorus, a Turkish caique put off with a supply of provisions for the crew.: [598, 726, 689, 863]
- column-5-text-cont-4: smashing a policeman's head in with brick-bats, bedded. Frightful injuries several others. The street brawl in the Borough occupied the court for some time. FRIDAY. MARYLEBONE.—Outrageous Outrage on a Maid.—A man who had been in the service of the complainant was charged with having assaulted her in the street. The magistrate committed him for trial. The Rising at Leadenhall.—The prisoners were remanded for further examination. Serious Accident.—A labouring man fell from a scaffold and was seriously injured.: [402, 586, 494, 708]
- franchise-text-cont: At a meeting of the Central Election and General Registration Committee, held at the Assembly Rooms, 83, Dean Street, Soho, on Tuesday evening, January the 5th, Mr. John Milne in the chair. The President of the South London Registration and Election Committee brought forward, according to notice, a synopsis of the Reform and Registration Acts, also a letter prepared for the concerns of the people of England. It was unanimously resolved that the letter be published for the information of the people.: [500, 195, 591, 311]
- column-5-text-cont-10: smashing a policeman's head in with brick-bats, bedded. Frightful injuries several others. The street brawl in the Borough occupied the court for some time. FRIDAY. MARYLEBONE.—Outrageous Outrage on a Maid.—A man who had been in the service of the complainant was charged with having assaulted her in the street. The magistrate committed him for trial. The Rising at Leadenhall.—The prisoners were remanded for further examination. Serious Accident.—A labouring man fell from a scaffold and was seriously injured.: [402, 1360, 494, 1482]
- column-3: [204, 39, 302, 2575]
- reform-text-cont-6: The letter is as follows:—To the Overseers of the parish of — Gentlemen,—I hereby give you notice that I claim to have my name inserted in the list of persons entitled to vote in the election of members for the borough. I am, Gentlemen, your obedient servant. The circulars having been moved, seconded, and adopted, together with a synopsis of the Reform and Registration Acts, it was resolved that they be printed and circulated forthwith. Dinner of British Seamen.—Lately, whilst her Majesty's steam-ship Bloodhound was lying at anchor in the Bosphorus, a Turkish caique put off with a supply of provisions for the crew.: [598, 1003, 689, 1140]
- column-5-text-cont-5: smashing a policeman's head in with brick-bats, bedded. Frightful injuries several others. The street brawl in the Borough occupied the court for some time. FRIDAY. MARYLEBONE.—Outrageous Outrage on a Maid.—A man who had been in the service of the complainant was charged with having assaulted her in the street. The magistrate committed him for trial. The Rising at Leadenhall.—The prisoners were remanded for further examination. Serious Accident.—A labouring man fell from a scaffold and was seriously injured.: [402, 710, 494, 832]
- issue-date: January 9, 1847.: [701, 14, 787, 27]
- column-3-text-cont-11: ing someone of substance who resided on trampling with her children in her native place. She had applied to a parish for assistance, but they refused her, and she was advised to make this appeal to this worship. WORSHIP-STREET.—Fracas in an Omnibus.—Mr. Richard King, a merchant, residing in Warren street, was charged with having assaulted the conductor of an omnibus. The complainant stated that the defendant refused to pay the fare demanded, and struck him when he remonstrated. The magistrate fined the defendant forty shillings. MARYLEBONE.—The Fatal Accident at the Docks.—The inquest was further adjourned. GUILDHALL.—False Accusation.—Mr. Richard Thomas Tibbs attended to answer the complaint of Elizabeth Hall, his servant, for having withheld her wages. The case was dismissed.: [207, 2033, 298, 2213]
- flores-text-cont-10: The leaded proprietors of Sligo, including Colonel Wood Gore, the lieutenant of the county, Sir Robert Gore Booth, Bart., Mr. John Wynne (one of the Poor Law Commissioners), Mr. Edward Cooper, of Markree, and Mr. Charles O'Hara, have, by resolution, agreed to at a meeting held on the 22nd ult. forwarded their thanks to Her Majesty's Ministers for the liberal propositions embodied in the Treasury Minute of the 1st December, and declared their intention to avail themselves without delay of its salutary provisions. And they further resolved, that they considered it absolutely necessary that extended facilities should be afforded to the owners of estates for the reclamation of waste lands.: [12, 1669, 103, 1820]
- masthead: [9, 6, 790, 36]
- column-4-text: tal. Marylebone-street.—Daring Robbery.—William Cooper, who described himself as a labourer, was charged with stealing a quantity of lead from an unoccupied house. The prisoner was detected by the police with the property in his possession, and was committed for trial. Marylebone.—The Two Highway Robberies.—Robert Fisher, Thomas Bates, and James Clarke, notorious thieves, were charged with robbing a gentleman in the New Road. WEDNESDAY. GUILDHALL.—Charge Preferred by a Woman.—A young woman, named Edward Evans, was charged with having attempted to throw herself into the river. She was remanded. SOUTHWARK.—Fraud.—John Smith was charged with obtaining goods under false pretences, and was committed for trial at the sessions.: [305, 39, 396, 204]
- franchise-text-cont-2: At a meeting of the Central Election and General Registration Committee, held at the Assembly Rooms, 83, Dean Street, Soho, on Tuesday evening, January the 5th, Mr. John Milne in the chair. The President of the South London Registration and Election Committee brought forward, according to notice, a synopsis of the Reform and Registration Acts, also a letter prepared for the concerns of the people of England. It was unanimously resolved that the letter be published for the information of the people.: [500, 312, 591, 427]
- column-4-text-cont: tal. Marylebone-street.—Daring Robbery.—William Cooper, who described himself as a labourer, was charged with stealing a quantity of lead from an unoccupied house. The prisoner was detected by the police with the property in his possession, and was committed for trial. Marylebone.—The Two Highway Robberies.—Robert Fisher, Thomas Bates, and James Clarke, notorious thieves, were charged with robbing a gentleman in the New Road. WEDNESDAY. GUILDHALL.—Charge Preferred by a Woman.—A young woman, named Edward Evans, was charged with having attempted to throw herself into the river. She was remanded. SOUTHWARK.—Fraud.—John Smith was charged with obtaining goods under false pretences, and was committed for trial at the sessions.: [305, 205, 396, 371]
- divider: [696, 1167, 787, 1168]
- misc-text-cont-2: The Convalescent.—A number of friends under the above denomination met at the house of Mr. George Willard, the White Hart Tavern, Market-street, Caledonian Road, on Tuesday evening last. Dublin.—A Dublin paper states that the Repeal Association will meet on Monday next.: [696, 1100, 787, 1164]
- flores-heading: THE FLORES EXPEDITION.: [28, 212, 87, 229]
- police-text-cont-2: MARLBOROUGH-STREET.—Brutal Assault by a Husband.—Harry Thomas, music publisher, was charged with having beaten and otherwise ill-treated his wife, Julia Thomas. The complainant, a young woman of mild manners and prepossessing appearance, with a tremulous voice, stated that she had been married to the defendant about eight months, and had continued to live with him until the previous week, when, after a series of ill-usage, she had been obliged to quit the house for her own protection. The defendant denied the charge, and said his wife was of a violent temper. Mr. Hardwick said there was no excuse for such conduct, and ordered the defendant to find sureties to keep the peace for six months. TUESDAY. CLERKENWELL.—Distress.—A poor widow with three children was charged with having stolen a loaf from a baker's shop. She said her children were starving. The magistrate discharged her, and gave her relief from the poor-box.: [109, 487, 201, 696]
- meetings-text: The Chartists of Hull will meet at the Ship Inn, Church Lane, on Sunday evening next, at six o'clock, when the following subject will be discussed: 'The people's rights and the means by which they are to be obtained.' Bolton.—A general members' meeting will take place on Sunday next at two o'clock. Huddersfield.—A meeting of the Land Company will be held at Bernard's Temperance Hotel, Cloth Hall Street, on Tuesday the 12th of January, when the proposed rules will be submitted to the members. Leicester.—The members of the Land Company are requested to attend at the usual place on Sunday next, at six o'clock in the evening. Rochdale.—The Chartists will meet as usual on Sunday evening at six o'clock. Bradford.—A general delegate meeting will be held on Sunday next, January the 17th, at ten o'clock in the forenoon.: [696, 57, 787, 237]
- subhead-3: Sudden Death in a Police Cell.: [415, 569, 481, 584]
- police-intelligence-heading: Police Intelligence.: [120, 37, 190, 59]
- column-3-text-cont-12: ing someone of substance who resided on trampling with her children in her native place. She had applied to a parish for assistance, but they refused her, and she was advised to make this appeal to this worship. WORSHIP-STREET.—Fracas in an Omnibus.—Mr. Richard King, a merchant, residing in Warren street, was charged with having assaulted the conductor of an omnibus. The complainant stated that the defendant refused to pay the fare demanded, and struck him when he remonstrated. The magistrate fined the defendant forty shillings. MARYLEBONE.—The Fatal Accident at the Docks.—The inquest was further adjourned. GUILDHALL.—False Accusation.—Mr. Richard Thomas Tibbs attended to answer the complaint of Elizabeth Hall, his servant, for having withheld her wages. The case was dismissed.: [207, 2214, 298, 2394]
- police-text-cont-4: MARLBOROUGH-STREET.—Brutal Assault by a Husband.—Harry Thomas, music publisher, was charged with having beaten and otherwise ill-treated his wife, Julia Thomas. The complainant, a young woman of mild manners and prepossessing appearance, with a tremulous voice, stated that she had been married to the defendant about eight months, and had continued to live with him until the previous week, when, after a series of ill-usage, she had been obliged to quit the house for her own protection. The defendant denied the charge, and said his wife was of a violent temper. Mr. Hardwick said there was no excuse for such conduct, and ordered the defendant to find sureties to keep the peace for six months. TUESDAY. CLERKENWELL.—Distress.—A poor widow with three children was charged with having stolen a loaf from a baker's shop. She said her children were starving. The magistrate discharged her, and gave her relief from the poor-box.: [109, 907, 201, 1115]
- column-3-text-cont-2: ing someone of substance who resided on trampling with her children in her native place. She had applied to a parish for assistance, but they refused her, and she was advised to make this appeal to this worship. WORSHIP-STREET.—Fracas in an Omnibus.—Mr. Richard King, a merchant, residing in Warren street, was charged with having assaulted the conductor of an omnibus. The complainant stated that the defendant refused to pay the fare demanded, and struck him when he remonstrated. The magistrate fined the defendant forty shillings. MARYLEBONE.—The Fatal Accident at the Docks.—The inquest was further adjourned. GUILDHALL.—False Accusation.—Mr. Richard Thomas Tibbs attended to answer the complaint of Elizabeth Hall, his servant, for having withheld her wages. The case was dismissed.: [207, 401, 298, 581]
- committee-note: The Local Registration and Election Committee Chairman.: [599, 430, 688, 444]
- column-3-text-cont: ing someone of substance who resided on trampling with her children in her native place. She had applied to a parish for assistance, but they refused her, and she was advised to make this appeal to this worship. WORSHIP-STREET.—Fracas in an Omnibus.—Mr. Richard King, a merchant, residing in Warren street, was charged with having assaulted the conductor of an omnibus. The complainant stated that the defendant refused to pay the fare demanded, and struck him when he remonstrated. The magistrate fined the defendant forty shillings. MARYLEBONE.—The Fatal Accident at the Docks.—The inquest was further adjourned. GUILDHALL.—False Accusation.—Mr. Richard Thomas Tibbs attended to answer the complaint of Elizabeth Hall, his servant, for having withheld her wages. The case was dismissed.: [207, 220, 298, 399]
- police-text-cont-7: MARLBOROUGH-STREET.—Brutal Assault by a Husband.—Harry Thomas, music publisher, was charged with having beaten and otherwise ill-treated his wife, Julia Thomas. The complainant, a young woman of mild manners and prepossessing appearance, with a tremulous voice, stated that she had been married to the defendant about eight months, and had continued to live with him until the previous week, when, after a series of ill-usage, she had been obliged to quit the house for her own protection. The defendant denied the charge, and said his wife was of a violent temper. Mr. Hardwick said there was no excuse for such conduct, and ordered the defendant to find sureties to keep the peace for six months. TUESDAY. CLERKENWELL.—Distress.—A poor widow with three children was charged with having stolen a loaf from a baker's shop. She said her children were starving. The magistrate discharged her, and gave her relief from the poor-box.: [109, 1537, 201, 1746]
- flores-text-cont-13: The Thames police-court was on Tuesday the theatre of one of the most exciting scenes which has been witnessed in it since the memorable case of Captain Johnstone. Colonel Edward Wright, Consul-general for the state of the Equador, was charged with having conspired with others to fit out an expedition which was said to be got up under the auspices of General Flores, for the purpose of invading the republic of the Equador in South America. The evidence was given at great length, and the magistrate ultimately decided upon remanding the defendant in order that further inquiries might be made into the circumstances of the case.: [12, 2112, 103, 2249]
- column-5-text-cont-7: smashing a policeman's head in with brick-bats, bedded. Frightful injuries several others. The street brawl in the Borough occupied the court for some time. FRIDAY. MARYLEBONE.—Outrageous Outrage on a Maid.—A man who had been in the service of the complainant was charged with having assaulted her in the street. The magistrate committed him for trial. The Rising at Leadenhall.—The prisoners were remanded for further examination. Serious Accident.—A labouring man fell from a scaffold and was seriously injured.: [402, 978, 494, 1101]
- subhead-2: Cruel Treatment of a Servant Girl.: [409, 304, 487, 320]
- column-4-text-cont-2: tal. Marylebone-street.—Daring Robbery.—William Cooper, who described himself as a labourer, was charged with stealing a quantity of lead from an unoccupied house. The prisoner was detected by the police with the property in his possession, and was committed for trial. Marylebone.—The Two Highway Robberies.—Robert Fisher, Thomas Bates, and James Clarke, notorious thieves, were charged with robbing a gentleman in the New Road. WEDNESDAY. GUILDHALL.—Charge Preferred by a Woman.—A young woman, named Edward Evans, was charged with having attempted to throw herself into the river. She was remanded. SOUTHWARK.—Fraud.—John Smith was charged with obtaining goods under false pretences, and was committed for trial at the sessions.: [305, 372, 396, 537]
- reform-text-cont-8: The letter is as follows:—To the Overseers of the parish of — Gentlemen,—I hereby give you notice that I claim to have my name inserted in the list of persons entitled to vote in the election of members for the borough. I am, Gentlemen, your obedient servant. The circulars having been moved, seconded, and adopted, together with a synopsis of the Reform and Registration Acts, it was resolved that they be printed and circulated forthwith. Dinner of British Seamen.—Lately, whilst her Majesty's steam-ship Bloodhound was lying at anchor in the Bosphorus, a Turkish caique put off with a supply of provisions for the crew.: [598, 1279, 689, 1416]
- newspaper-title: THE NORTHERN STAR.: [256, 8, 543, 29]
- franchise-heading: IMPORTANT TO ALL WHO WISH TO POSSESS THE ELECTIVE FRANCHISE.: [501, 40, 590, 78]
- reform-text-cont-2: The letter is as follows:—To the Overseers of the parish of — Gentlemen,—I hereby give you notice that I claim to have my name inserted in the list of persons entitled to vote in the election of members for the borough. I am, Gentlemen, your obedient servant. The circulars having been moved, seconded, and adopted, together with a synopsis of the Reform and Registration Acts, it was resolved that they be printed and circulated forthwith. Dinner of British Seamen.—Lately, whilst her Majesty's steam-ship Bloodhound was lying at anchor in the Bosphorus, a Turkish caique put off with a supply of provisions for the crew.: [598, 450, 689, 587]
- bankrupts-heading: Bankrupts.: [514, 1014, 577, 1029]
- franchise-text: At a meeting of the Central Election and General Registration Committee, held at the Assembly Rooms, 83, Dean Street, Soho, on Tuesday evening, January the 5th, Mr. John Milne in the chair. The President of the South London Registration and Election Committee brought forward, according to notice, a synopsis of the Reform and Registration Acts, also a letter prepared for the concerns of the people of England. It was unanimously resolved that the letter be published for the information of the people.: [500, 79, 591, 194]
- flores-text-cont-2: The leaded proprietors of Sligo, including Colonel Wood Gore, the lieutenant of the county, Sir Robert Gore Booth, Bart., Mr. John Wynne (one of the Poor Law Commissioners), Mr. Edward Cooper, of Markree, and Mr. Charles O'Hara, have, by resolution, agreed to at a meeting held on the 22nd ult. forwarded their thanks to Her Majesty's Ministers for the liberal propositions embodied in the Treasury Minute of the 1st December, and declared their intention to avail themselves without delay of its salutary provisions. And they further resolved, that they considered it absolutely necessary that extended facilities should be afforded to the owners of estates for the reclamation of waste lands.: [12, 506, 103, 657]
- police-text-cont: MARLBOROUGH-STREET.—Brutal Assault by a Husband.—Harry Thomas, music publisher, was charged with having beaten and otherwise ill-treated his wife, Julia Thomas. The complainant, a young woman of mild manners and prepossessing appearance, with a tremulous voice, stated that she had been married to the defendant about eight months, and had continued to live with him until the previous week, when, after a series of ill-usage, she had been obliged to quit the house for her own protection. The defendant denied the charge, and said his wife was of a violent temper. Mr. Hardwick said there was no excuse for such conduct, and ordered the defendant to find sureties to keep the peace for six months. TUESDAY. CLERKENWELL.—Distress.—A poor widow with three children was charged with having stolen a loaf from a baker's shop. She said her children were starving. The magistrate discharged her, and gave her relief from the poor-box.: [109, 276, 201, 485]
- reform-text-cont: The letter is as follows:—To the Overseers of the parish of — Gentlemen,—I hereby give you notice that I claim to have my name inserted in the list of persons entitled to vote in the election of members for the borough. I am, Gentlemen, your obedient servant. The circulars having been moved, seconded, and adopted, together with a synopsis of the Reform and Registration Acts, it was resolved that they be printed and circulated forthwith. Dinner of British Seamen.—Lately, whilst her Majesty's steam-ship Bloodhound was lying at anchor in the Bosphorus, a Turkish caique put off with a supply of provisions for the crew.: [598, 203, 689, 339]
